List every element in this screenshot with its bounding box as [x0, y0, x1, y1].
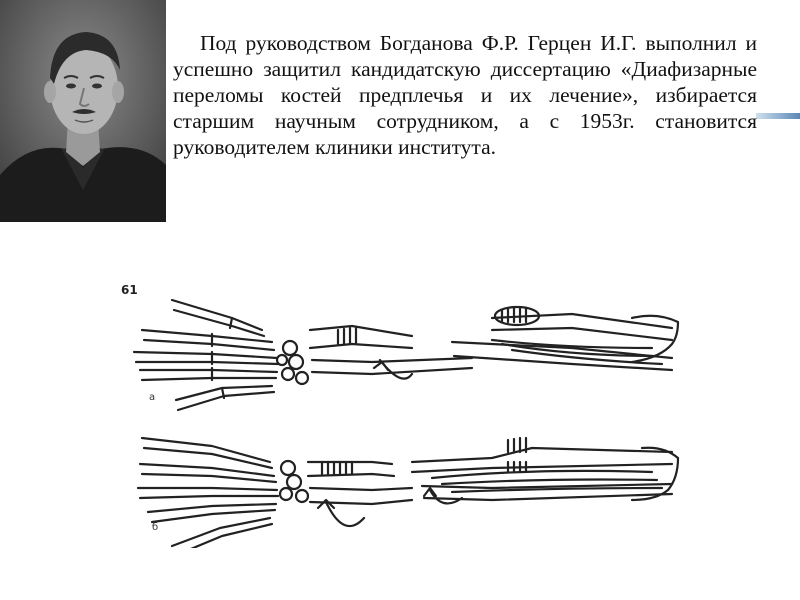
panel-a-drawing	[134, 300, 678, 410]
accent-bar	[756, 113, 800, 119]
portrait-photo	[0, 0, 166, 222]
forearm-fracture-illustration	[112, 278, 692, 548]
biography-paragraph: Под руководством Богданова Ф.Р. Герцен И.Г. выполнил и успешно защитил кандидатскую диссертацию «Диафизарные переломы костей предплечья и их лечение», избирается старшим научным сотрудником, а с 1953г. становится руководителем клиники института.	[173, 31, 757, 159]
panel-b-label: б	[152, 522, 159, 533]
panel-b-drawing	[138, 438, 678, 548]
panel-a-label: а	[149, 392, 156, 403]
figure-number: 61	[121, 283, 138, 297]
